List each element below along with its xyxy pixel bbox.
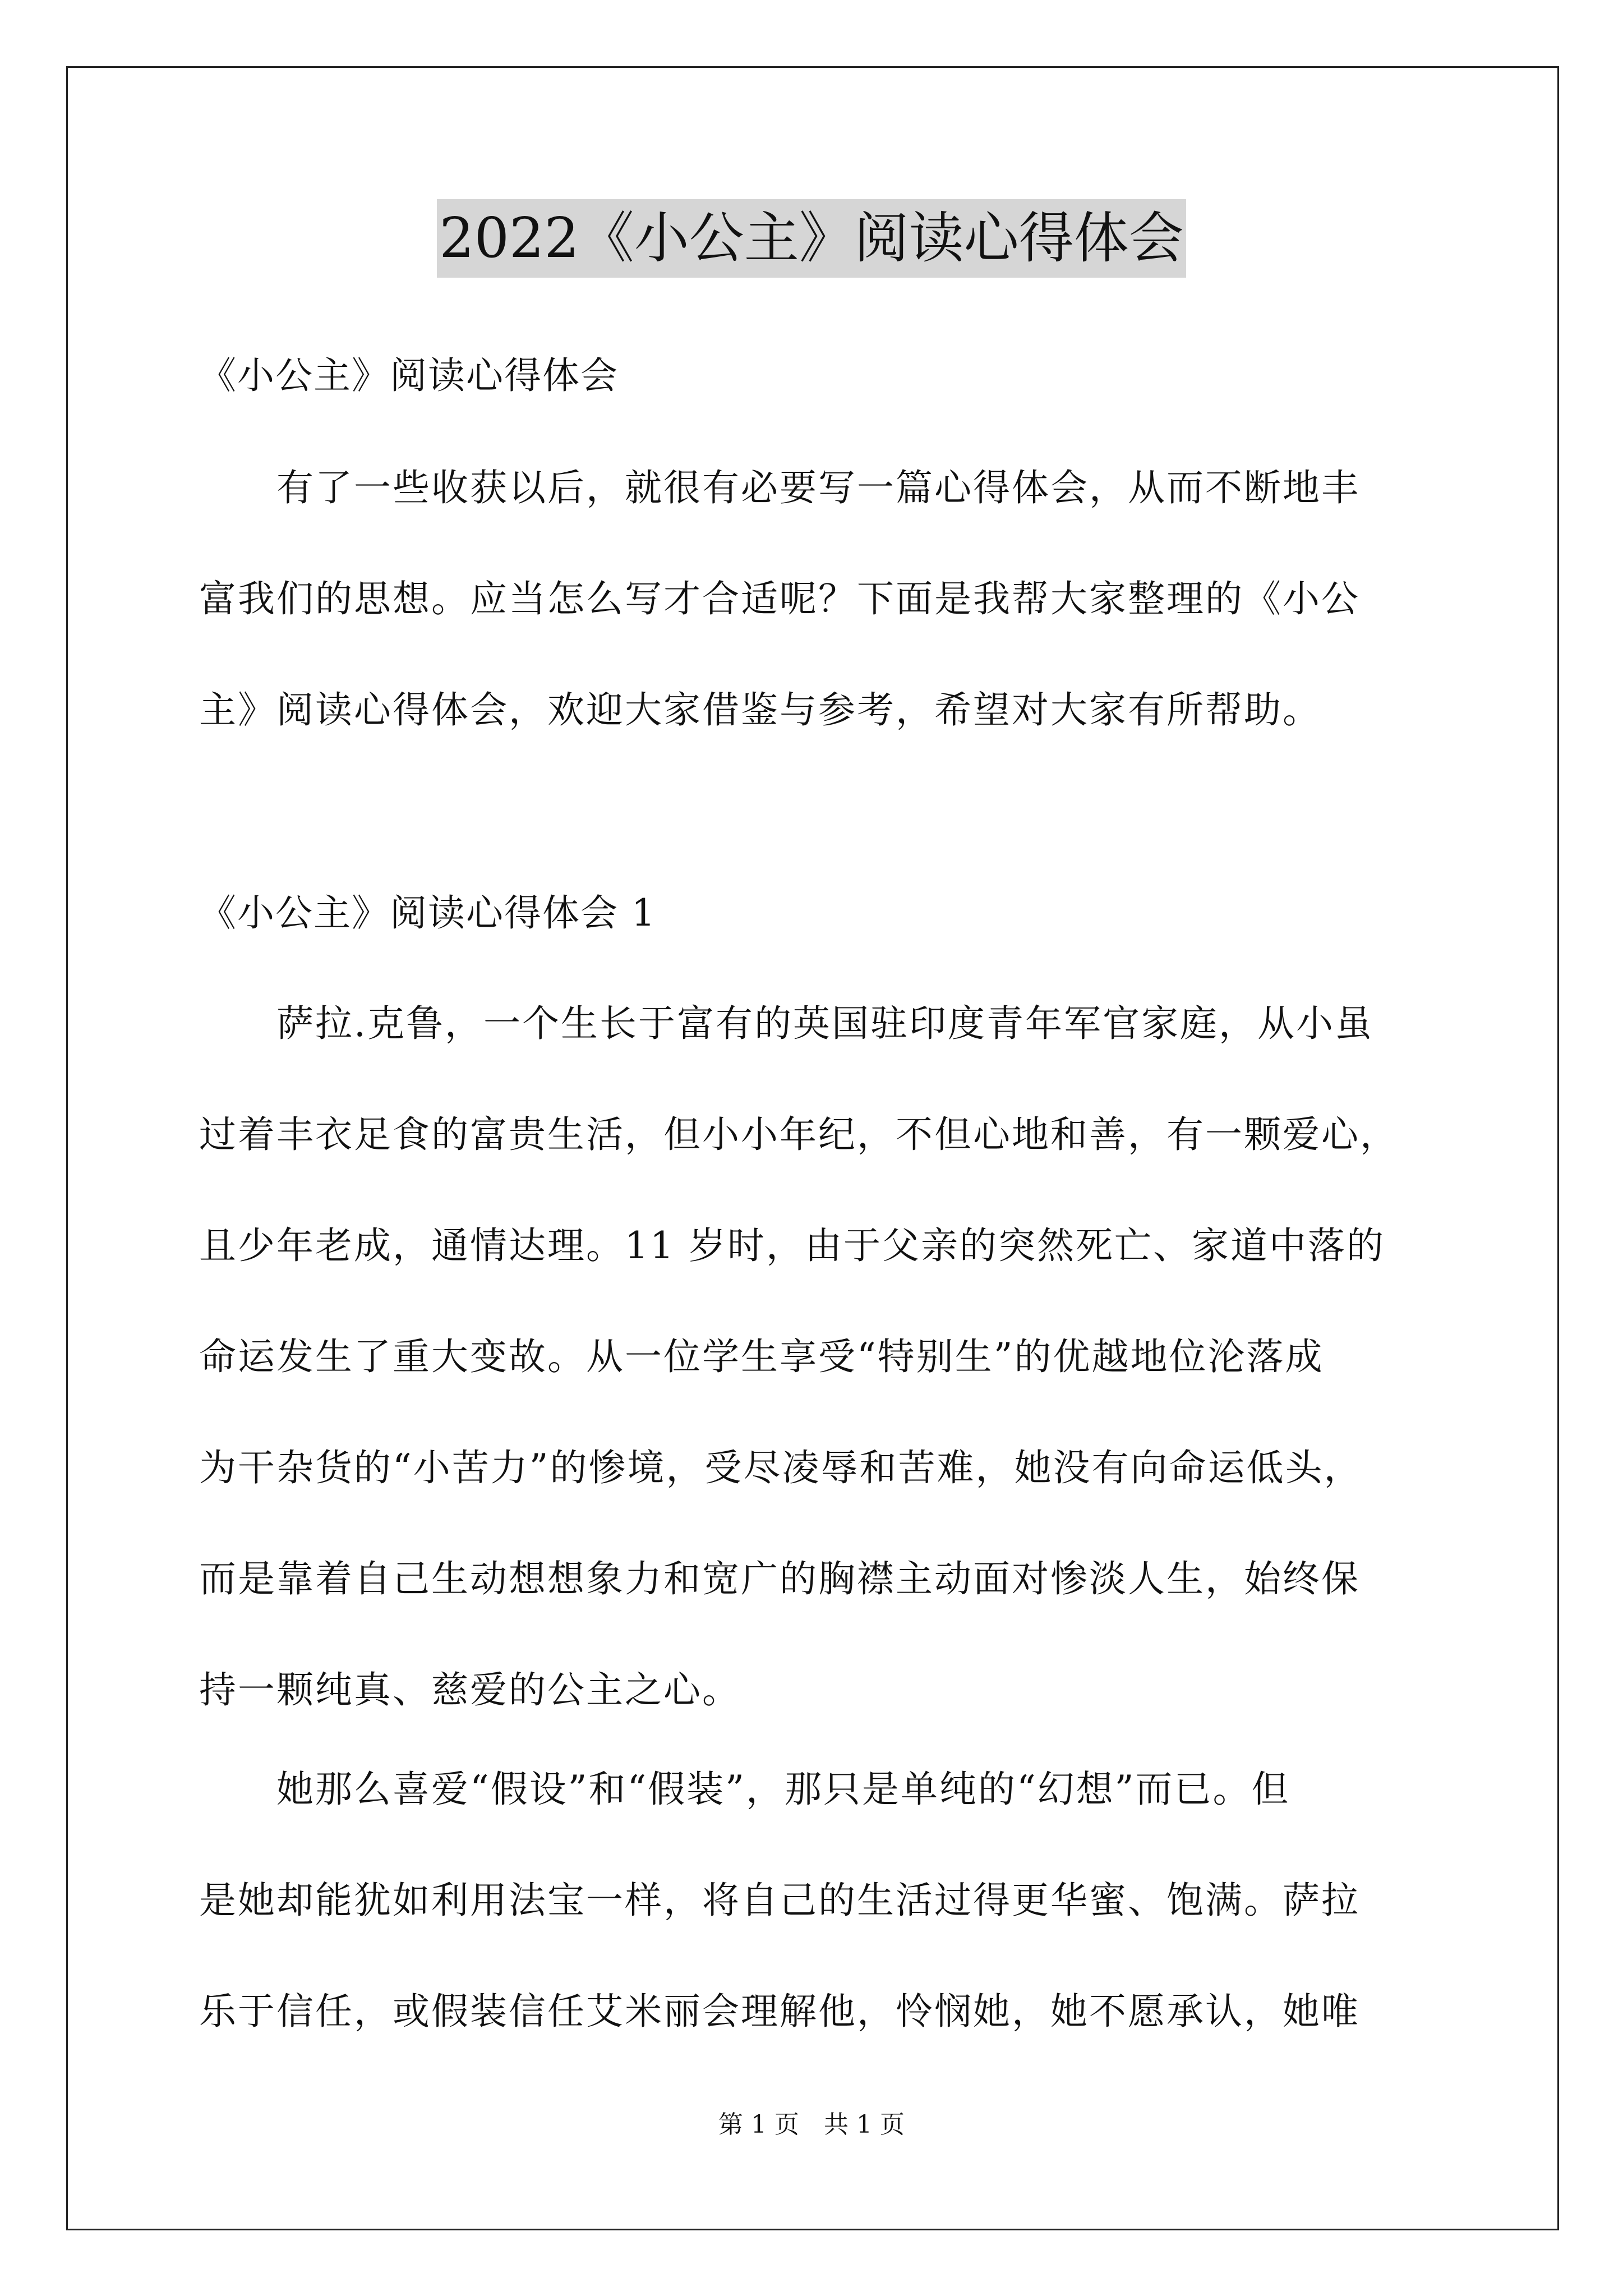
paragraph-line: 过着丰衣足食的富贵生活，但小小年纪，不但心地和善，有一颗爱心， [199, 1113, 1399, 1156]
paragraph-line: 持一颗纯真、慈爱的公主之心。 [199, 1668, 741, 1711]
paragraph-line: 主》阅读心得体会，欢迎大家借鉴与参考，希望对大家有所帮助。 [199, 688, 1321, 731]
paragraph-line: 命运发生了重大变故。从一位学生享受“特别生”的优越地位沦落成 [199, 1335, 1324, 1378]
paragraph-line: 为干杂货的“小苦力”的惨境，受尽凌辱和苦难，她没有向命运低头， [199, 1446, 1363, 1489]
paragraph-line: 是她却能犹如利用法宝一样，将自己的生活过得更华蜜、饱满。萨拉 [199, 1879, 1360, 1922]
document-subtitle: 《小公主》阅读心得体会 [199, 354, 619, 397]
intro-paragraph [199, 460, 1433, 793]
paragraph-line: 且少年老成，通情达理。11 岁时，由于父亲的突然死亡、家道中落的 [199, 1224, 1385, 1267]
paragraph-line: 乐于信任，或假装信任艾米丽会理解他，怜悯她，她不愿承认，她唯 [199, 1990, 1360, 2033]
document-title [0, 199, 1623, 278]
page-footer: 第 1 页 共 1 页 [718, 2110, 905, 2139]
body-paragraph-1 [199, 996, 1433, 1773]
paragraph-line: 富我们的思想。应当怎么写才合适呢？下面是我帮大家整理的《小公 [199, 577, 1360, 620]
paragraph-line: 而是靠着自己生动想想象力和宽广的胸襟主动面对惨淡人生，始终保 [199, 1557, 1360, 1600]
paragraph-line: 她那么喜爱“假设”和“假装”，那只是单纯的“幻想”而已。但 [199, 1768, 1290, 1811]
body-paragraph-2 [199, 1761, 1433, 2095]
paragraph-line: 萨拉.克鲁，一个生长于富有的英国驻印度青年军官家庭，从小虽 [199, 1002, 1373, 1045]
paragraph-line: 有了一些收获以后，就很有必要写一篇心得体会，从而不断地丰 [199, 466, 1360, 509]
section-heading: 《小公主》阅读心得体会 1 [199, 891, 656, 935]
title-text: 2022《小公主》阅读心得体会 [437, 199, 1186, 278]
